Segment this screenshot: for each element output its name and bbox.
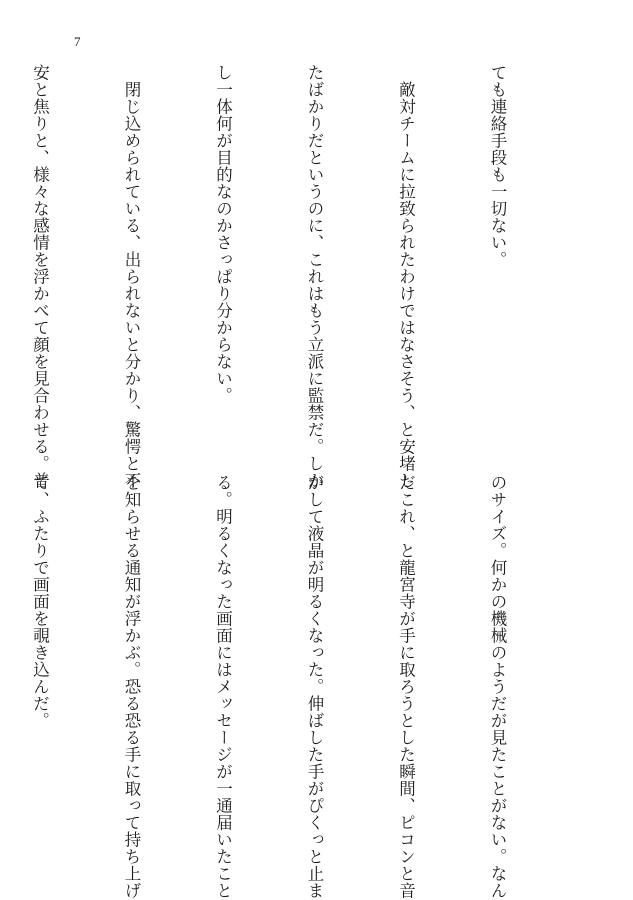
text-line: たばかりだというのに、これはもう立派に監禁だ。しか <box>305 64 324 489</box>
text-line: て、ふたりで画面を覗き込んだ。 <box>30 474 50 729</box>
lower-text-block <box>0 474 573 899</box>
text-line: 敵対チームに拉致られたわけではなさそう、と安堵し <box>396 64 416 489</box>
page-number: 7 <box>74 34 81 49</box>
text-line: だこれ、と龍宮寺が手に取ろうとした瞬間、ピコンと音 <box>396 474 416 899</box>
upper-text-block <box>0 64 573 489</box>
text-line: を知らせる通知が浮かぶ。恐る恐る手に取って持ち上げ <box>122 474 141 899</box>
text-line: 閉じ込められている、出られないと分かり、驚愕と不 <box>122 64 141 489</box>
text-line: る。明るくなった画面にはメッセージが一通届いたこと <box>213 474 233 899</box>
text-line: 安と焦りと、様々な感情を浮かべて顔を見合わせる。普 <box>30 64 50 489</box>
text-line: のサイズ。何かの機械のようだが見たことがない。なん <box>488 474 507 899</box>
text-line: し一体何が目的なのかさっぱり分からない。 <box>213 64 233 404</box>
text-line: ても連絡手段も一切ない。 <box>488 64 507 268</box>
text-line: がして液晶が明るくなった。伸ばした手がぴくっと止ま <box>305 474 324 899</box>
